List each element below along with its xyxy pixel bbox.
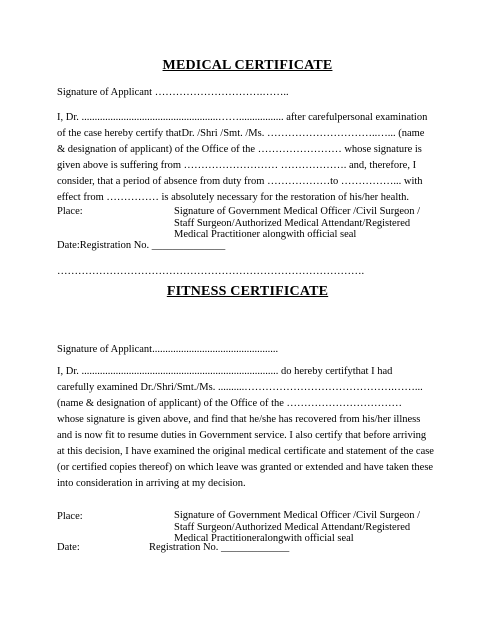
fitness-place-label: Place: [57, 511, 83, 522]
fitness-registration-label: Registration No. [149, 542, 219, 553]
fitness-body-line: whose signature is given above, and find that he/she has recovered from his/her illness [57, 414, 421, 425]
medical-place-label: Place: [57, 206, 83, 217]
medical-body-line: given above is suffering from ……………………… ………………. and, therefore, I [57, 160, 417, 171]
fitness-body-line: I, Dr. ........................................................................... do hereby certifythat I had [57, 366, 393, 377]
fitness-body-line: at this decision, I have examined the original medical certificate and statement of the case [57, 446, 434, 457]
medical-certificate-body [57, 110, 439, 206]
fitness-body-line: and is now fit to resume duties in Government service. I also certify that before arriving [57, 430, 427, 441]
medical-body-line: I, Dr. ....................................................……................. after carefulpersonal examination [57, 112, 428, 123]
medical-body-line: of the case hereby certify thatDr. /Shri /Smt. /Ms. …………………………..…... (name [57, 128, 425, 139]
fitness-body-line: (or certified copies thereof) on which leave was granted or extended and have taken these [57, 462, 434, 473]
fitness-registration [149, 540, 289, 556]
medical-body-line: & designation of applicant) of the Office of the …………………… whose signature is [57, 144, 422, 155]
fitness-registration-blank: _____________ [221, 542, 290, 553]
fitness-certificate-title: FITNESS CERTIFICATE [166, 284, 329, 299]
fitness-body-line: (name & designation of applicant) of the Office of the …………………………… [57, 398, 403, 409]
medical-body-line: effect from …………… is absolutely necessary for the restoration of his/her health. [57, 192, 410, 203]
medical-official-line: Medical Practitioner alongwith official seal [174, 229, 357, 240]
medical-certificate-title: MEDICAL CERTIFICATE [162, 58, 333, 73]
fitness-applicant-signature-line: Signature of Applicant................................................ [57, 344, 279, 355]
fitness-body-line: into consideration in arriving at my decision. [57, 478, 246, 489]
fitness-official-line: Staff Surgeon/Authorized Medical Attendant/Registered [174, 521, 411, 533]
medical-body-line: consider, that a period of absence from duty from ………………to ……………... with [57, 176, 423, 187]
medical-registration-blank: ______________ [151, 240, 226, 251]
fitness-official-line: Signature of Government Medical Officer /Civil Surgeon / [174, 510, 421, 521]
section-separator: ……………………………………………………………………………. [57, 266, 365, 277]
fitness-date-label: Date: [57, 542, 80, 553]
fitness-certificate-body [57, 364, 439, 492]
medical-date-registration [57, 238, 225, 254]
medical-official-signature-block [174, 206, 444, 241]
medical-applicant-signature-line: Signature of Applicant ………………………….…….. [57, 87, 289, 98]
medical-official-line: Signature of Government Medical Officer /Civil Surgeon / [174, 206, 421, 217]
fitness-body-line: carefully examined Dr./Shri/Smt./Ms. ..........…………………………………….……... [57, 382, 423, 393]
medical-date-registration-label: Date:Registration No. [57, 240, 150, 251]
fitness-official-line: Medical Practitioneralongwith official seal [174, 533, 354, 544]
medical-official-line: Staff Surgeon/Authorized Medical Attendant/Registered [174, 217, 411, 229]
